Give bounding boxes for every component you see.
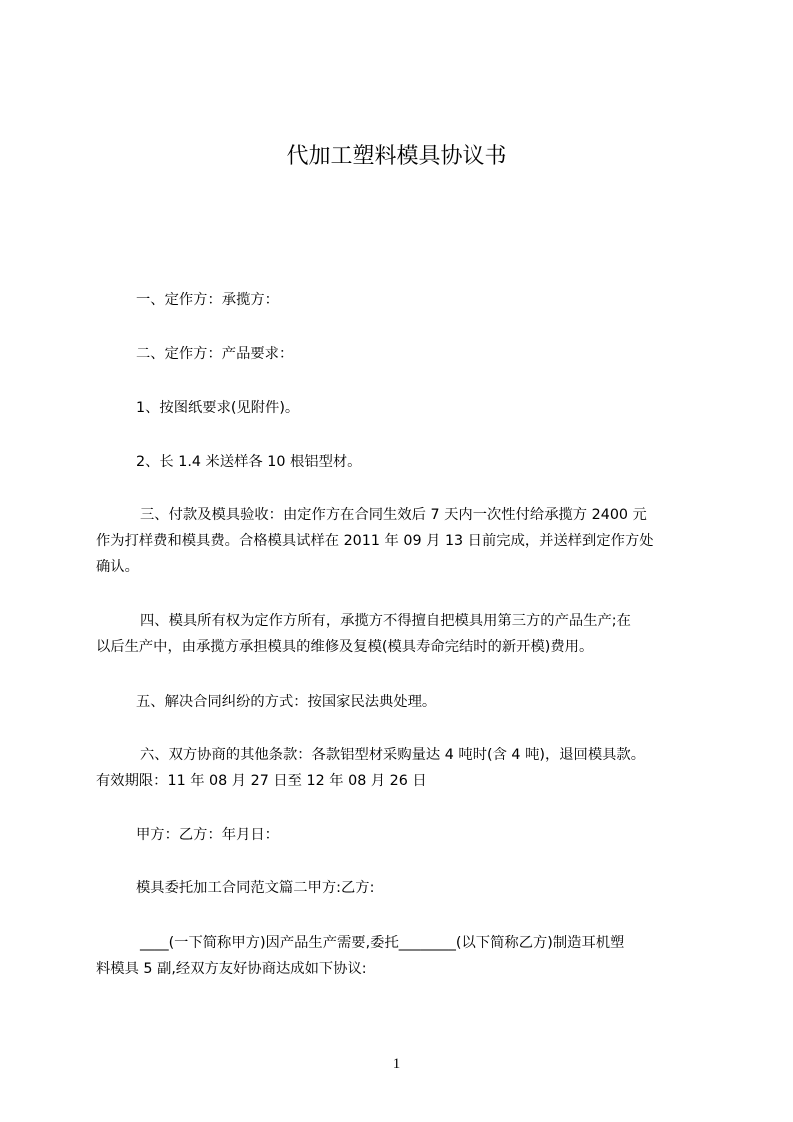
paragraph-line: 模具委托加工合同范文篇二甲方:乙方: [136,880,375,896]
paragraph-line: 以后生产中，由承揽方承担模具的维修及复模(模具寿命完结时的新开模)费用。 [96,639,594,655]
paragraph-line: 料模具 5 副,经双方友好协商达成如下协议: [96,961,367,977]
paragraph-line: 确认。 [96,559,139,575]
paragraph-5 [96,502,699,580]
paragraph-6 [96,608,699,660]
paragraph-line: 一、定作方：承揽方： [136,292,279,308]
paragraph-line: 作为打样费和模具费。合格模具试样在 2011 年 09 月 13 日前完成，并送样到定作方处 [96,533,654,549]
paragraph-10 [96,875,699,901]
paragraph-9 [96,822,699,848]
paragraph-line: ____(一下简称甲方)因产品生产需要,委托________(以下简称乙方)制造耳机塑 [140,935,625,951]
paragraph-line: 1、按图纸要求(见附件)。 [136,400,300,416]
paragraph-8 [96,742,699,794]
paragraph-line: 四、模具所有权为定作方所有，承揽方不得擅自把模具用第三方的产品生产;在 [140,613,631,629]
paragraph-3 [96,395,699,421]
paragraph-2 [96,341,699,367]
paragraph-4 [96,449,699,475]
paragraph-line: 二、定作方：产品要求： [136,346,294,362]
document-title: 代加工塑料模具协议书 [286,144,507,169]
paragraph-line: 2、长 1.4 米送样各 10 根铝型材。 [136,454,362,470]
paragraph-line: 六、双方协商的其他条款：各款铝型材采购量达 4 吨时(含 4 吨)，退回模具款。 [140,747,646,763]
paragraph-7 [96,689,699,715]
paragraph-line: 五、解决合同纠纷的方式：按国家民法典处理。 [136,694,437,710]
paragraph-1 [96,287,699,313]
paragraph-line: 甲方：乙方：年月日： [136,827,279,843]
paragraph-line: 三、付款及模具验收：由定作方在合同生效后 7 天内一次性付给承揽方 2400 元 [140,507,647,523]
paragraph-line: 有效期限：11 年 08 月 27 日至 12 年 08 月 26 日 [96,773,427,789]
paragraph-11 [96,930,699,982]
page-number: 1 [392,1056,401,1072]
